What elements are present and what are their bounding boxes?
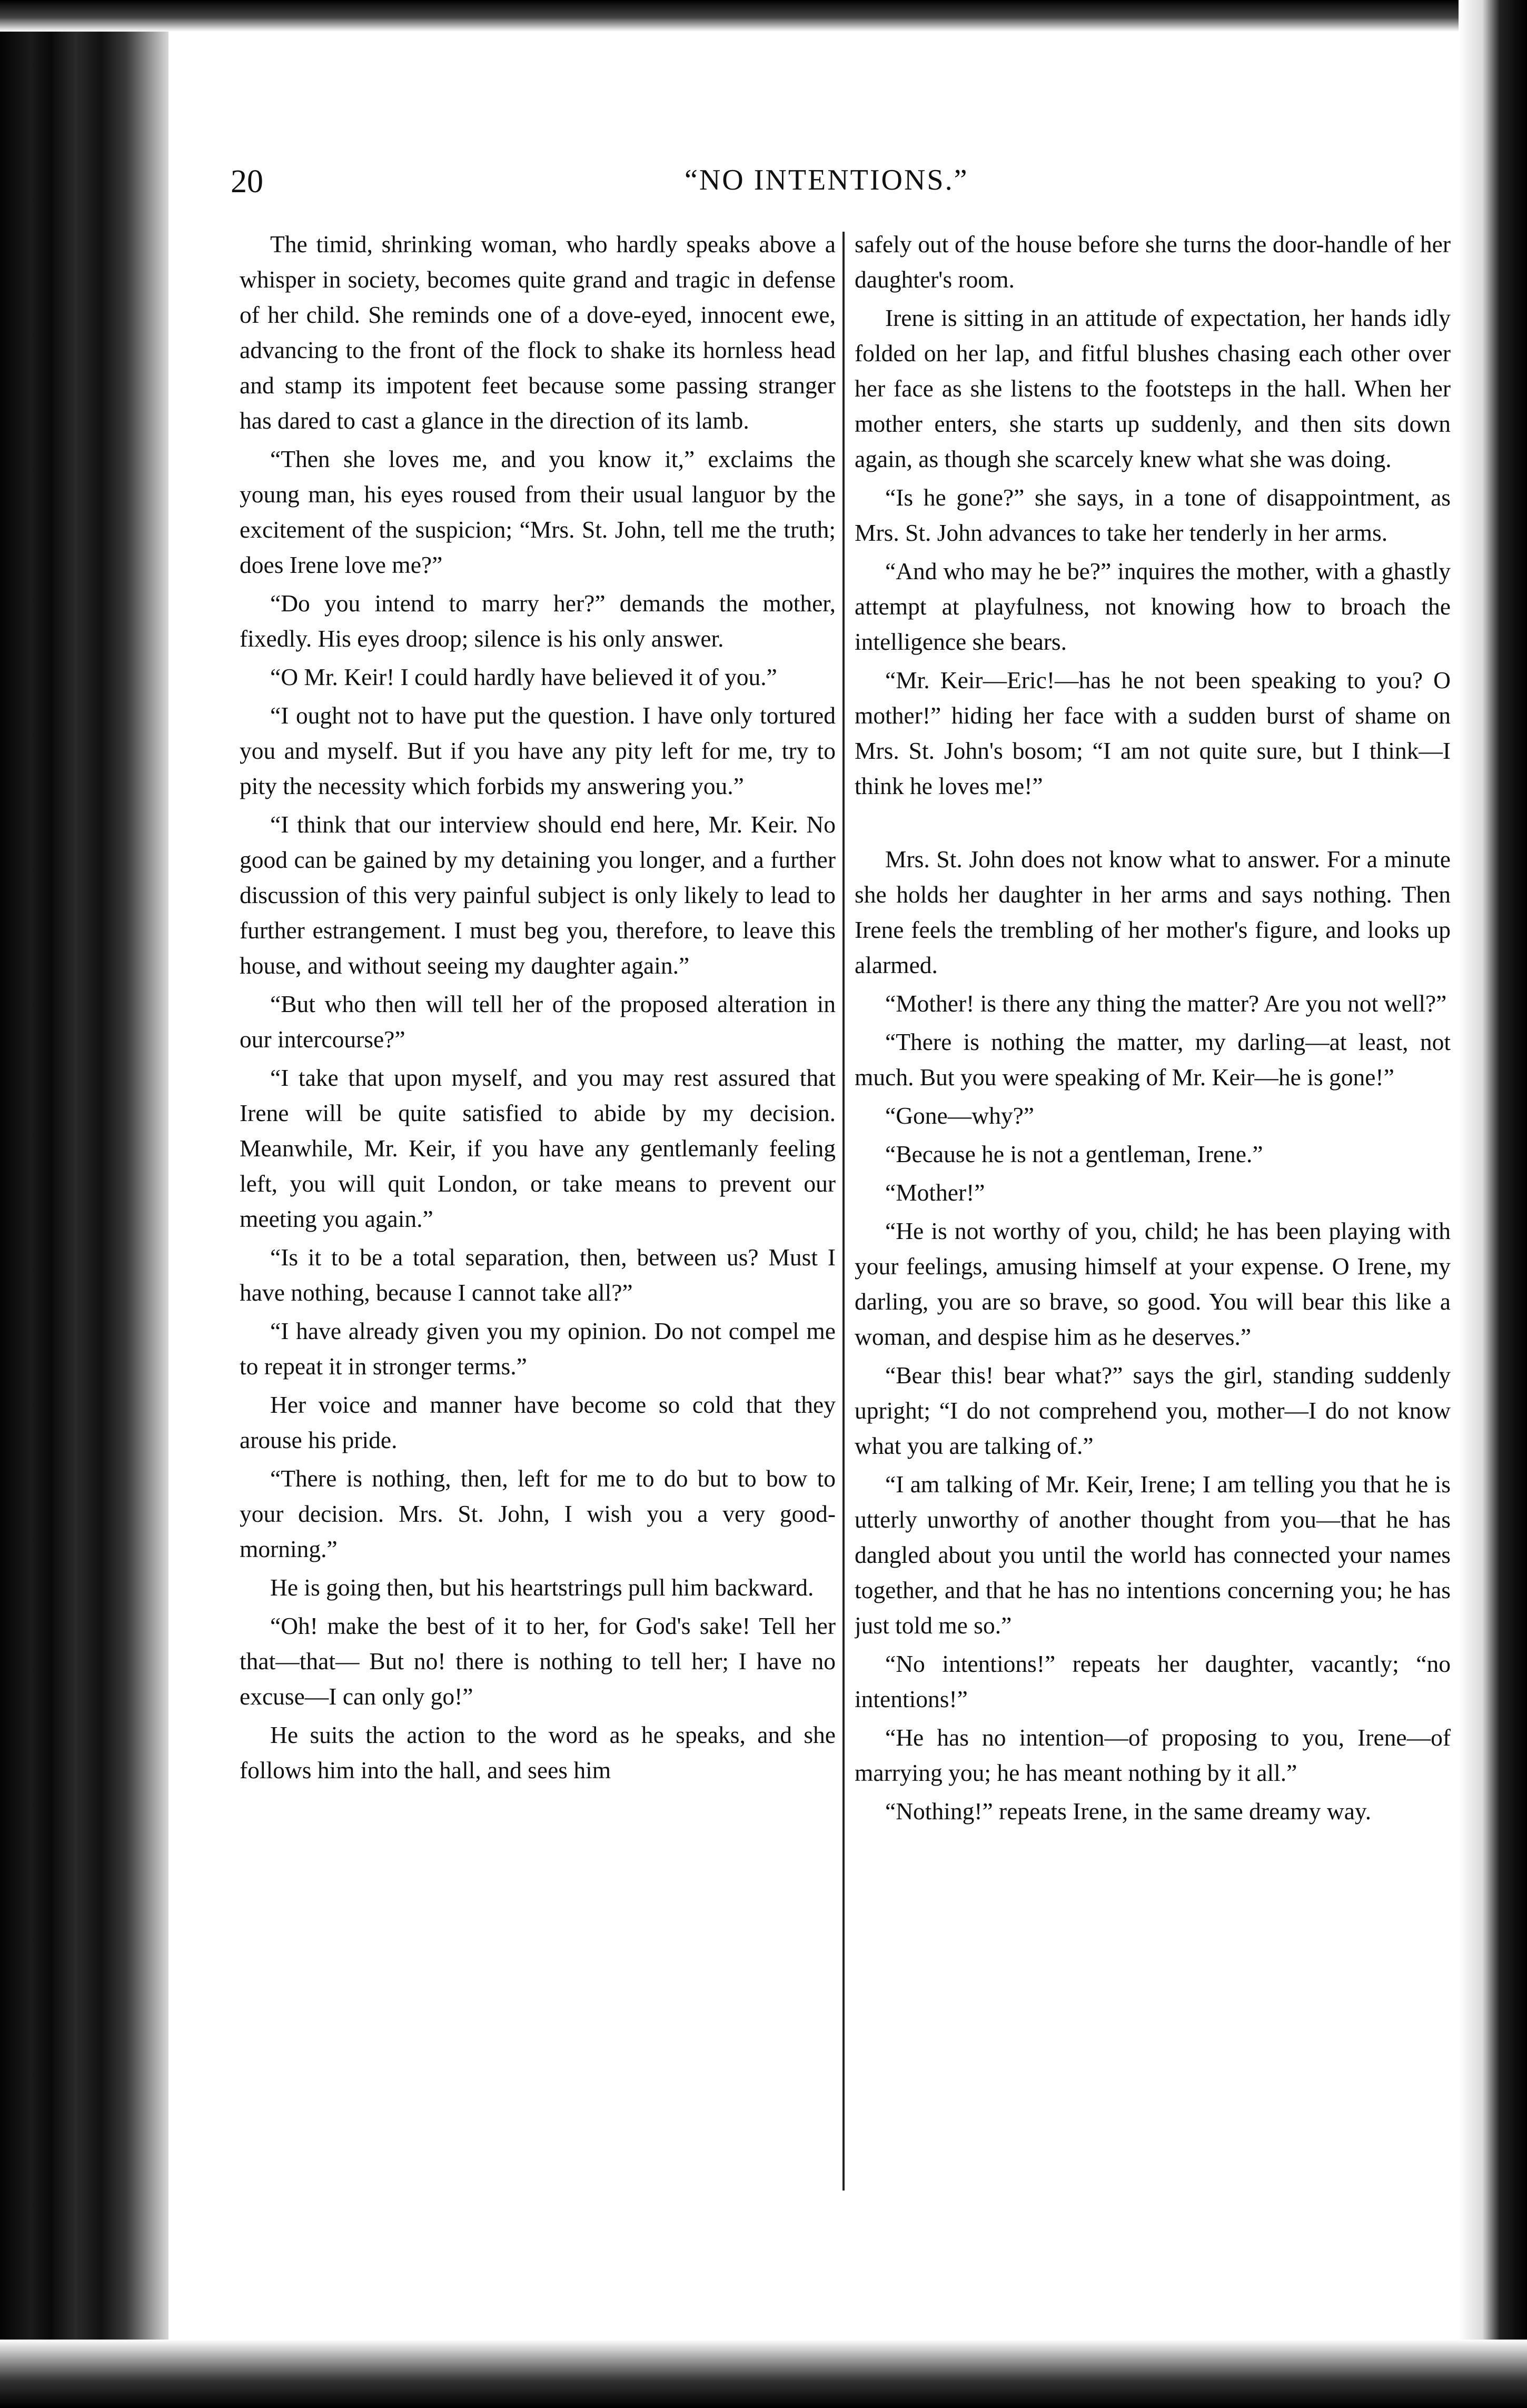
paragraph: “I have already given you my opinion. Do not compel me to repeat it in stronger terms.” <box>240 1317 836 1380</box>
paragraph: “Then she loves me, and you know it,” exclaims the young man, his eyes roused from their usual languor by the excitement of the suspicion; “Mrs. St. John, tell me the truth; does Irene love me?” <box>240 445 836 578</box>
paragraph: “Mother!” <box>885 1179 985 1206</box>
left-text-column <box>240 226 836 2191</box>
right-text-column <box>855 226 1451 2191</box>
paragraph: “I think that our interview should end here, Mr. Keir. No good can be gained by my detaining you longer, and a further discussion of this very painful subject is only likely to lead to further estrangement. I must beg you, therefore, to leave this house, and without seeing my daughter again.” <box>240 811 836 979</box>
paragraph: “He has no intention—of proposing to you, Irene—of marrying you; he has meant nothing by it all.” <box>855 1724 1451 1786</box>
right-page-edge <box>1459 0 1527 2408</box>
paragraph: “Mr. Keir—Eric!—has he not been speaking to you? O mother!” hiding her face with a sudden burst of shame on Mrs. St. John's bosom; “I am not quite sure, but I think—I think he loves me!” <box>855 667 1451 799</box>
paragraph: Mrs. St. John does not know what to answer. For a minute she holds her daughter in her arms and says nothing. Then Irene feels the trembling of her mother's figure, and looks up alarmed. <box>855 846 1451 978</box>
paragraph: “There is nothing, then, left for me to do but to bow to your decision. Mrs. St. John, I wish you a very good-morning.” <box>240 1465 836 1562</box>
paragraph: “Is he gone?” she says, in a tone of disappointment, as Mrs. St. John advances to take her tenderly in her arms. <box>855 484 1451 546</box>
paragraph: Irene is sitting in an attitude of expectation, her hands idly folded on her lap, and fitful blushes chasing each other over her face as she listens to the footsteps in the hall. When her mother enters, she starts up suddenly, and then sits down again, as though she scarcely knew what she was doing. <box>855 304 1451 472</box>
paragraph: “I take that upon myself, and you may rest assured that Irene will be quite satisfied to abide by my decision. Meanwhile, Mr. Keir, if you have any gentlemanly feeling left, you will quit London, or take means to prevent our meeting you again.” <box>240 1064 836 1232</box>
running-title: “NO INTENTIONS.” <box>685 164 969 196</box>
paragraph: “And who may he be?” inquires the mother, with a ghastly attempt at playfulness, not knowing how to broach the intelligence she bears. <box>855 558 1451 655</box>
paragraph: “Gone—why?” <box>885 1102 1034 1129</box>
bottom-page-edge <box>0 2340 1527 2408</box>
paragraph: “No intentions!” repeats her daughter, vacantly; “no intentions!” <box>855 1650 1451 1712</box>
paragraph: “Is it to be a total separation, then, between us? Must I have nothing, because I cannot take all?” <box>240 1244 836 1306</box>
paragraph: “O Mr. Keir! I could hardly have believed it of you.” <box>270 663 777 690</box>
left-page-binding-shadow <box>0 0 168 2408</box>
paragraph: “Do you intend to marry her?” demands the mother, fixedly. His eyes droop; silence is his only answer. <box>240 590 836 652</box>
paragraph: “I am talking of Mr. Keir, Irene; I am telling you that he is utterly unworthy of another thought from you—that he has dangled about you until the world has connected your names together, and that he has no intentions concerning you; he has just told me so.” <box>855 1471 1451 1639</box>
paragraph: “He is not worthy of you, child; he has been playing with your feelings, amusing himself at your expense. O Irene, my darling, you are so brave, so good. You will bear this like a woman, and despise him as he deserves.” <box>855 1217 1451 1350</box>
page-number: 20 <box>231 164 263 200</box>
paragraph: “Mother! is there any thing the matter? Are you not well?” <box>885 990 1447 1017</box>
paragraph: He is going then, but his heartstrings pull him backward. <box>270 1574 814 1601</box>
column-divider <box>842 232 845 2191</box>
paragraph: “Because he is not a gentleman, Irene.” <box>885 1141 1263 1167</box>
paragraph: He suits the action to the word as he speaks, and she follows him into the hall, and sees him <box>240 1721 836 1783</box>
paragraph: The timid, shrinking woman, who hardly speaks above a whisper in society, becomes quite grand and tragic in defense of her child. She reminds one of a dove-eyed, innocent ewe, advancing to the front of the flock to shake its hornless head and stamp its impotent feet because some passing stranger has dared to cast a glance in the direction of its lamb. <box>240 231 836 434</box>
paragraph: “But who then will tell her of the proposed alteration in our intercourse?” <box>240 990 836 1053</box>
paragraph: “Bear this! bear what?” says the girl, standing suddenly upright; “I do not comprehend you, mother—I do not know what you are talking of.” <box>855 1362 1451 1459</box>
paragraph: “Oh! make the best of it to her, for God's sake! Tell her that—that— But no! there is nothing to tell her; I have no excuse—I can only go!” <box>240 1612 836 1710</box>
paragraph: “Nothing!” repeats Irene, in the same dreamy way. <box>885 1798 1372 1825</box>
paragraph: “I ought not to have put the question. I have only tortured you and myself. But if you have any pity left for me, try to pity the necessity which forbids my answering you.” <box>240 702 836 799</box>
paragraph: “There is nothing the matter, my darling—at least, not much. But you were speaking of Mr. Keir—he is gone!” <box>855 1028 1451 1091</box>
paragraph: safely out of the house before she turns the door-handle of her daughter's room. <box>855 231 1451 293</box>
paragraph: Her voice and manner have become so cold that they arouse his pride. <box>240 1391 836 1453</box>
top-page-edge <box>0 0 1527 32</box>
